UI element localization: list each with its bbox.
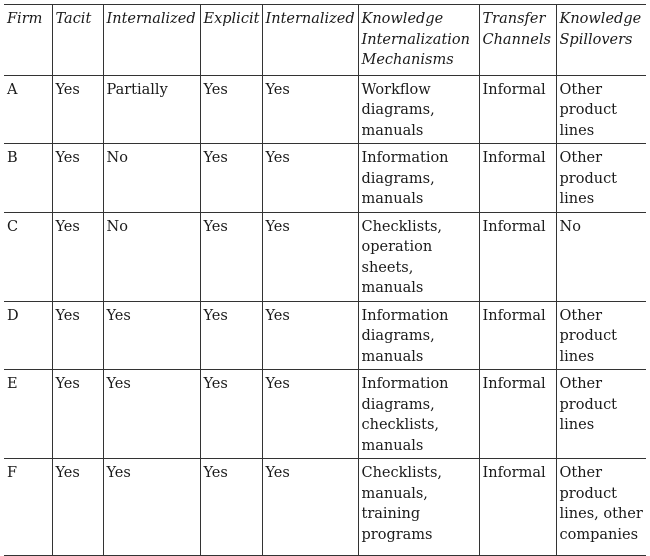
- cell-tacit-internalized: Yes: [103, 370, 200, 459]
- data-table-container: [4, 4, 646, 556]
- cell-mechanisms: Checklists, operation sheets, manuals: [358, 212, 479, 301]
- cell-explicit-internalized: Yes: [262, 75, 358, 144]
- table-row: [4, 144, 646, 213]
- cell-firm: F: [4, 459, 52, 556]
- cell-tacit-internalized: Partially: [103, 75, 200, 144]
- cell-firm: D: [4, 301, 52, 370]
- table-header-row: [4, 5, 646, 76]
- cell-firm: C: [4, 212, 52, 301]
- cell-tacit-internalized: Yes: [103, 459, 200, 556]
- cell-tacit-internalized: No: [103, 144, 200, 213]
- cell-mechanisms: Information diagrams, checklists, manuals: [358, 370, 479, 459]
- cell-explicit-internalized: Yes: [262, 212, 358, 301]
- cell-mechanisms: Workflow diagrams, manuals: [358, 75, 479, 144]
- table-row: [4, 370, 646, 459]
- cell-tacit: Yes: [52, 75, 103, 144]
- cell-spillovers: Other product lines: [556, 144, 646, 213]
- cell-mechanisms: Checklists, manuals, training programs: [358, 459, 479, 556]
- header-internalization-mechanisms: Knowledge Internalization Mechanisms: [358, 5, 479, 76]
- cell-mechanisms: Information diagrams, manuals: [358, 301, 479, 370]
- cell-firm: A: [4, 75, 52, 144]
- knowledge-transfer-table: [4, 4, 646, 556]
- cell-tacit: Yes: [52, 212, 103, 301]
- header-firm: Firm: [4, 5, 52, 76]
- cell-explicit-internalized: Yes: [262, 144, 358, 213]
- cell-tacit: Yes: [52, 459, 103, 556]
- table-row: [4, 301, 646, 370]
- table-row: [4, 212, 646, 301]
- cell-tacit-internalized: No: [103, 212, 200, 301]
- cell-tacit: Yes: [52, 370, 103, 459]
- cell-explicit: Yes: [200, 459, 262, 556]
- cell-explicit: Yes: [200, 75, 262, 144]
- cell-firm: E: [4, 370, 52, 459]
- cell-explicit: Yes: [200, 212, 262, 301]
- cell-transfer-channels: Informal: [479, 212, 556, 301]
- header-tacit-internalized: Internalized: [103, 5, 200, 76]
- cell-mechanisms: Information diagrams, manuals: [358, 144, 479, 213]
- cell-explicit-internalized: Yes: [262, 459, 358, 556]
- cell-tacit-internalized: Yes: [103, 301, 200, 370]
- cell-explicit: Yes: [200, 370, 262, 459]
- header-transfer-channels: Transfer Channels: [479, 5, 556, 76]
- cell-explicit: Yes: [200, 144, 262, 213]
- cell-explicit: Yes: [200, 301, 262, 370]
- cell-transfer-channels: Informal: [479, 75, 556, 144]
- header-explicit-internalized: Internalized: [262, 5, 358, 76]
- header-tacit: Tacit: [52, 5, 103, 76]
- header-explicit: Explicit: [200, 5, 262, 76]
- cell-spillovers: Other product lines: [556, 301, 646, 370]
- cell-transfer-channels: Informal: [479, 370, 556, 459]
- header-knowledge-spillovers: Knowledge Spillovers: [556, 5, 646, 76]
- cell-tacit: Yes: [52, 301, 103, 370]
- cell-explicit-internalized: Yes: [262, 370, 358, 459]
- cell-spillovers: Other product lines: [556, 370, 646, 459]
- cell-transfer-channels: Informal: [479, 301, 556, 370]
- cell-spillovers: No: [556, 212, 646, 301]
- cell-spillovers: Other product lines, other companies: [556, 459, 646, 556]
- table-row: [4, 459, 646, 556]
- cell-firm: B: [4, 144, 52, 213]
- cell-transfer-channels: Informal: [479, 144, 556, 213]
- cell-spillovers: Other product lines: [556, 75, 646, 144]
- cell-explicit-internalized: Yes: [262, 301, 358, 370]
- table-row: [4, 75, 646, 144]
- cell-tacit: Yes: [52, 144, 103, 213]
- cell-transfer-channels: Informal: [479, 459, 556, 556]
